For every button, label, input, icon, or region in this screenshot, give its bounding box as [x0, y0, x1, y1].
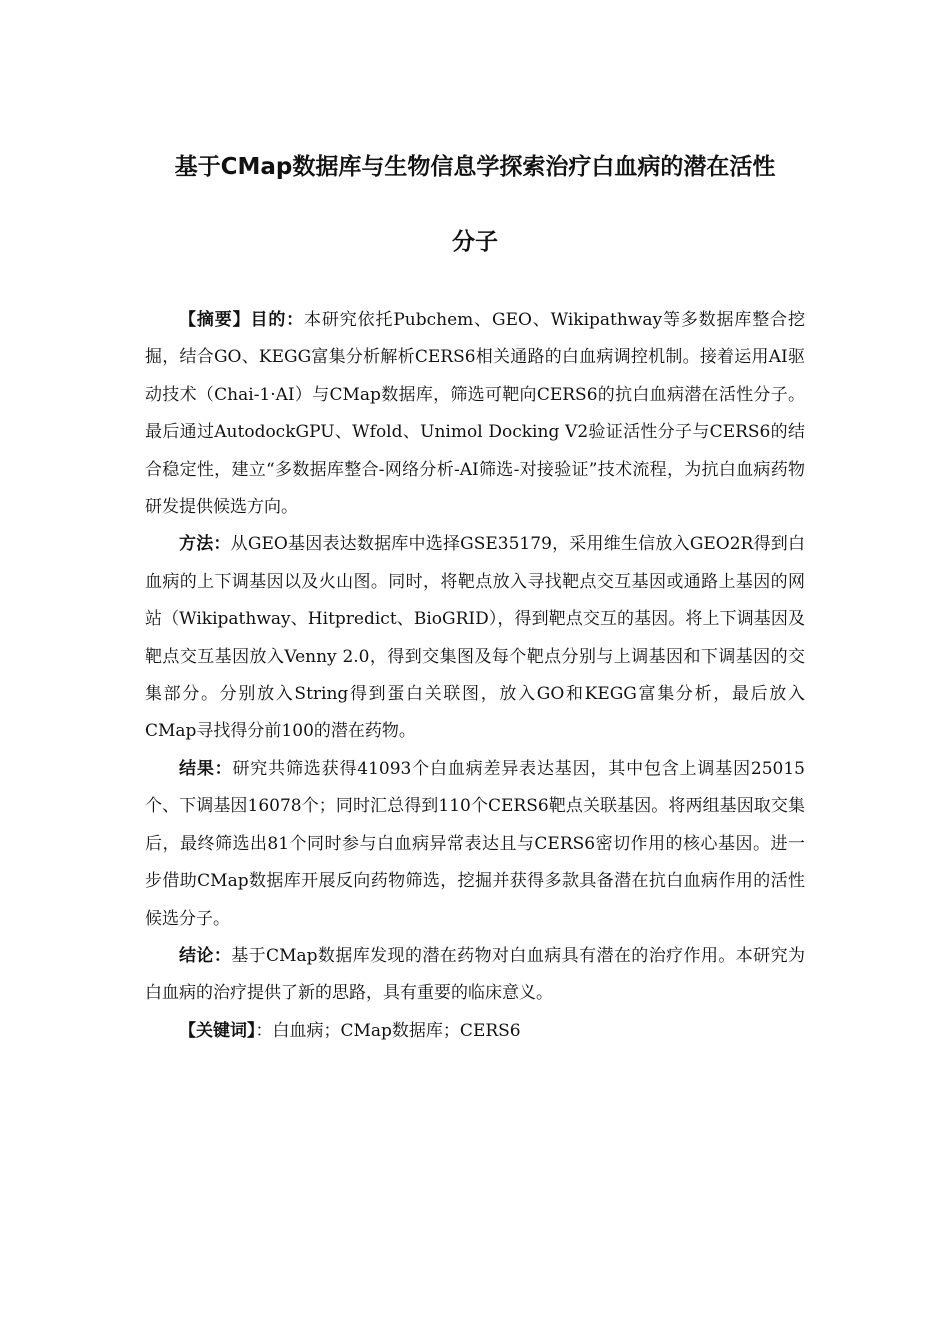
paper-title-line-1: 基于CMap数据库与生物信息学探索治疗白血病的潜在活性: [174, 154, 776, 180]
results-label: 结果：: [179, 758, 233, 779]
objective-text: 本研究依托Pubchem、GEO、Wikipathway等多数据库整合挖掘，结合GO、KEGG富集分析解析CERS6相关通路的白血病调控机制。接着运用AI驱动技术（Chai-1·AI）与CMap数据库，筛选可靶向CERS6的抗白血病潜在活性分子。最后通过AutodockGPU、Wfold、Unimol Docking V2验证活性分子与CERS6的结合稳定性，建立“多数据库整合-网络分析-AI筛选-对接验证”技术流程，为抗白血病药物研发提供候选方向。: [145, 310, 805, 518]
conclusion-label: 结论：: [179, 945, 232, 966]
abstract-results-paragraph: [145, 751, 805, 938]
keywords-text: 白血病；CMap数据库；CERS6: [272, 1020, 521, 1041]
methods-text: 从GEO基因表达数据库中选择GSE35179，采用维生信放入GEO2R得到白血病的上下调基因以及火山图。同时，将靶点放入寻找靶点交互基因或通路上基因的网站（Wikipathway、Hitpredict、BioGRID），得到靶点交互的基因。将上下调基因及靶点交互基因放入Venny 2.0，得到交集图及每个靶点分别与上调基因和下调基因的交集部分。分别放入String得到蛋白关联图，放入GO和KEGG富集分析，最后放入CMap寻找得分前100的潜在药物。: [145, 534, 806, 742]
results-text: 研究共筛选获得41093个白血病差异表达基因，其中包含上调基因25015个、下调基因16078个；同时汇总得到110个CERS6靶点关联基因。将两组基因取交集后，最终筛选出81个同时参与白血病异常表达且与CERS6密切作用的核心基因。进一步借助CMap数据库开展反向药物筛选，挖掘并获得多款具备潜在抗白血病作用的活性候选分子。: [145, 758, 805, 929]
paper-title-line-2: 分子: [452, 229, 498, 255]
keywords-separator: ：: [255, 1020, 273, 1041]
abstract-label: 【摘要】: [179, 310, 251, 330]
keywords-label: 【关键词】: [179, 1020, 256, 1041]
abstract-conclusion-paragraph: [145, 938, 805, 1013]
conclusion-text: 基于CMap数据库发现的潜在药物对白血病具有潜在的治疗作用。本研究为白血病的治疗提供了新的思路，具有重要的临床意义。: [145, 945, 805, 1004]
abstract-objective-paragraph: [145, 302, 805, 526]
methods-label: 方法：: [179, 534, 231, 555]
objective-label: 目的：: [250, 310, 305, 330]
abstract-section: [145, 302, 805, 1050]
keywords-paragraph: [145, 1013, 805, 1050]
abstract-methods-paragraph: [145, 526, 805, 750]
